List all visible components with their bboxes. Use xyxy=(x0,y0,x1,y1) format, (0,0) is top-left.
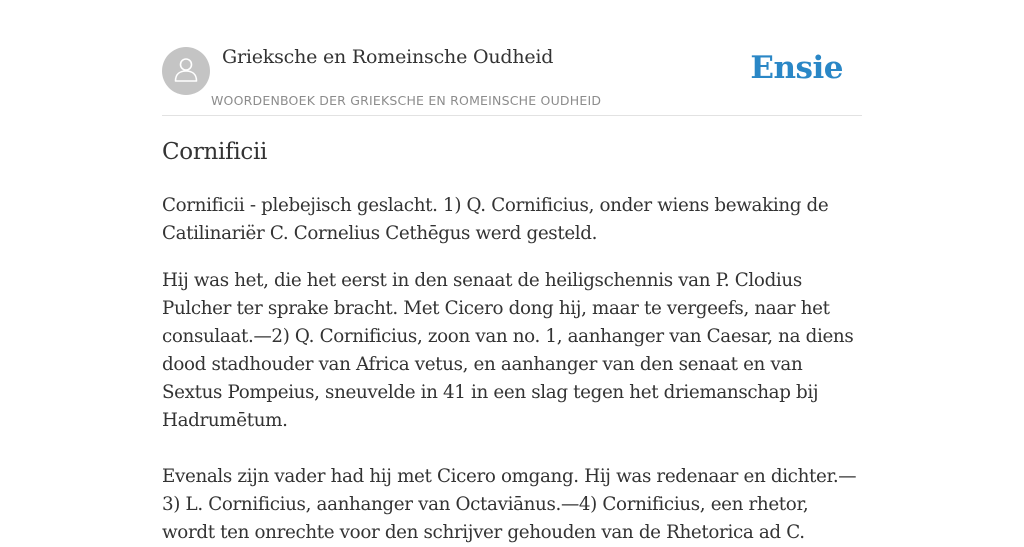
entry-paragraph: Evenals zijn vader had hij met Cicero omgang. Hij was redenaar en dichter.—3) L. Cornificius, aanhanger van Octaviānus.—4) Cornificius, een rhetor, wordt ten onrechte voor den schrijver gehouden van de Rhetorica ad C. xyxy=(162,466,857,543)
source-header xyxy=(162,0,862,116)
source-title[interactable]: Grieksche en Romeinsche Oudheid xyxy=(222,46,554,68)
page xyxy=(162,0,862,543)
user-icon xyxy=(171,54,201,88)
entry-paragraph: Hij was het, die het eerst in den senaat de heiligschennis van P. Clodius Pulcher ter sprake bracht. Met Cicero dong hij, maar te vergeefs, naar het consulaat.—2) Q. Cornificius, zoon van no. 1, aanhanger van Caesar, na diens dood stadhouder van Africa vetus, en aanhanger van den senaat en van Sextus Pompeius, sneuvelde in 41 in een slag tegen het driemanschap bij Hadrumētum. xyxy=(162,270,854,431)
source-subtitle[interactable]: WOORDENBOEK DER GRIEKSCHE EN ROMEINSCHE OUDHEID xyxy=(211,93,602,108)
ensie-logo[interactable]: Ensie xyxy=(750,50,843,86)
entry-title: Cornificii xyxy=(162,139,268,165)
entry-paragraph: Cornificii - plebejisch geslacht. 1) Q. Cornificius, onder wiens bewaking de Catilinariër C. Cornelius Cethēgus werd gesteld. xyxy=(162,195,829,244)
entry-body xyxy=(162,192,862,547)
source-avatar[interactable] xyxy=(162,47,210,95)
